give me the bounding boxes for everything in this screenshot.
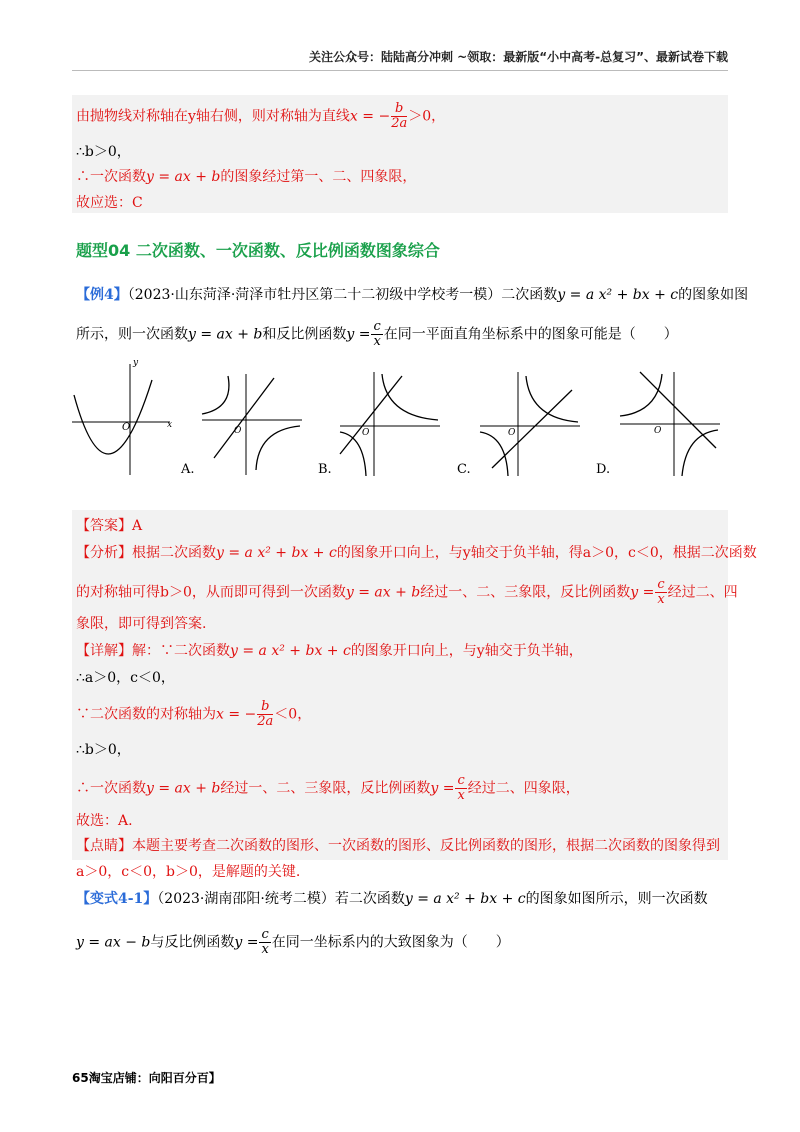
answer-line: 【答案】A: [76, 518, 143, 534]
analysis-line-1: 【分析】根据二次函数y = a x² + bx + c的图象开口向上，与y轴交于负半轴，得a＞0，c＜0，根据二次函数: [76, 545, 757, 561]
comment-line-2: a＞0，c＜0，b＞0，是解题的关键.: [76, 864, 301, 880]
section-title: 题型04 二次函数、一次函数、反比例函数图象综合: [76, 241, 440, 260]
example-4-line-1: 【例4】（2023·山东菏泽·菏泽市牡丹区第二十二初级中学校考一模）二次函数y = a x² + bx + c的图象如图: [76, 287, 749, 303]
analysis-line-3: 象限，即可得到答案.: [76, 616, 207, 632]
option-c-label: C.: [457, 462, 471, 477]
option-d-graph: [618, 368, 723, 480]
quadratic-graph: [70, 360, 180, 480]
quadratic-y-label: y: [133, 358, 139, 368]
prev-fraction: $\frac{b}{2a}$: [391, 101, 408, 131]
option-a-label: A.: [181, 462, 195, 477]
detail-line-2: ∴a＞0，c＜0，: [76, 670, 175, 686]
prev-line-2: ∴b＞0，: [76, 144, 131, 160]
detail-line-6: 故选：A.: [76, 813, 133, 829]
variant-line-1: 【变式4-1】（2023·湖南邵阳·统考二模）若二次函数y = a x² + bx + c的图象如图所示，则一次函数: [76, 891, 708, 907]
prev-line-4: 故应选：C: [76, 195, 143, 211]
detail-line-4: ∴b＞0，: [76, 742, 131, 758]
page-header: 关注公众号：陆陆高分冲刺 ~领取：最新版“小中高考-总复习”、最新试卷下载: [309, 50, 728, 64]
option-c-origin: O: [508, 428, 516, 438]
page-footer: 65淘宝店铺：向阳百分百】: [72, 1071, 221, 1085]
option-a-origin: O: [234, 426, 242, 436]
quadratic-origin-label: O: [122, 422, 131, 433]
answer-tag: 【答案】: [76, 518, 132, 534]
option-c-graph: [478, 368, 583, 480]
comment-line-1: 【点睛】本题主要考查二次函数的图形、一次函数的图形、反比例函数的图形，根据二次函数的图象得到: [76, 838, 720, 854]
detail-line-1: 【详解】解：∵二次函数y = a x² + bx + c的图象开口向上，与y轴交于负半轴，: [76, 643, 583, 659]
header-divider: [72, 70, 728, 71]
option-b-graph: [338, 368, 443, 480]
detail-line-5: ∴一次函数y = ax + b经过一、二、三象限，反比例函数y = $\frac{c}{x}$ 经过二、四象限，: [76, 773, 580, 803]
example-4-line-2: 所示，则一次函数y = ax + b和反比例函数y = $\frac{c}{x}$ 在同一平面直角坐标系中的图象可能是（ ）: [76, 319, 678, 349]
detail-line-3: ∵二次函数的对称轴为x = − $\frac{b}{2a}$ ＜0，: [76, 699, 312, 729]
prev-line-1-text: 由抛物线对称轴在y轴右侧，则对称轴为直线: [76, 108, 350, 125]
prev-line-3: ∴一次函数y = ax + b的图象经过第一、二、四象限，: [76, 169, 417, 185]
option-b-label: B.: [318, 462, 332, 477]
option-d-origin: O: [654, 426, 662, 436]
variant-line-2: y = ax − b与反比例函数y = $\frac{c}{x}$ 在同一坐标系内的大致图象为（ ）: [76, 927, 510, 957]
analysis-line-2: 的对称轴可得b＞0，从而即可得到一次函数y = ax + b经过一、二、三象限，反比例函数y = $\frac{c}{x}$ 经过二、四: [76, 577, 738, 607]
quadratic-x-label: x: [167, 420, 173, 430]
prev-line-1: 由抛物线对称轴在y轴右侧，则对称轴为直线x = − $\frac{b}{2a}$ ＞0，: [76, 101, 446, 131]
option-d-label: D.: [596, 462, 611, 477]
option-b-origin: O: [362, 428, 370, 438]
option-a-graph: [200, 370, 305, 480]
